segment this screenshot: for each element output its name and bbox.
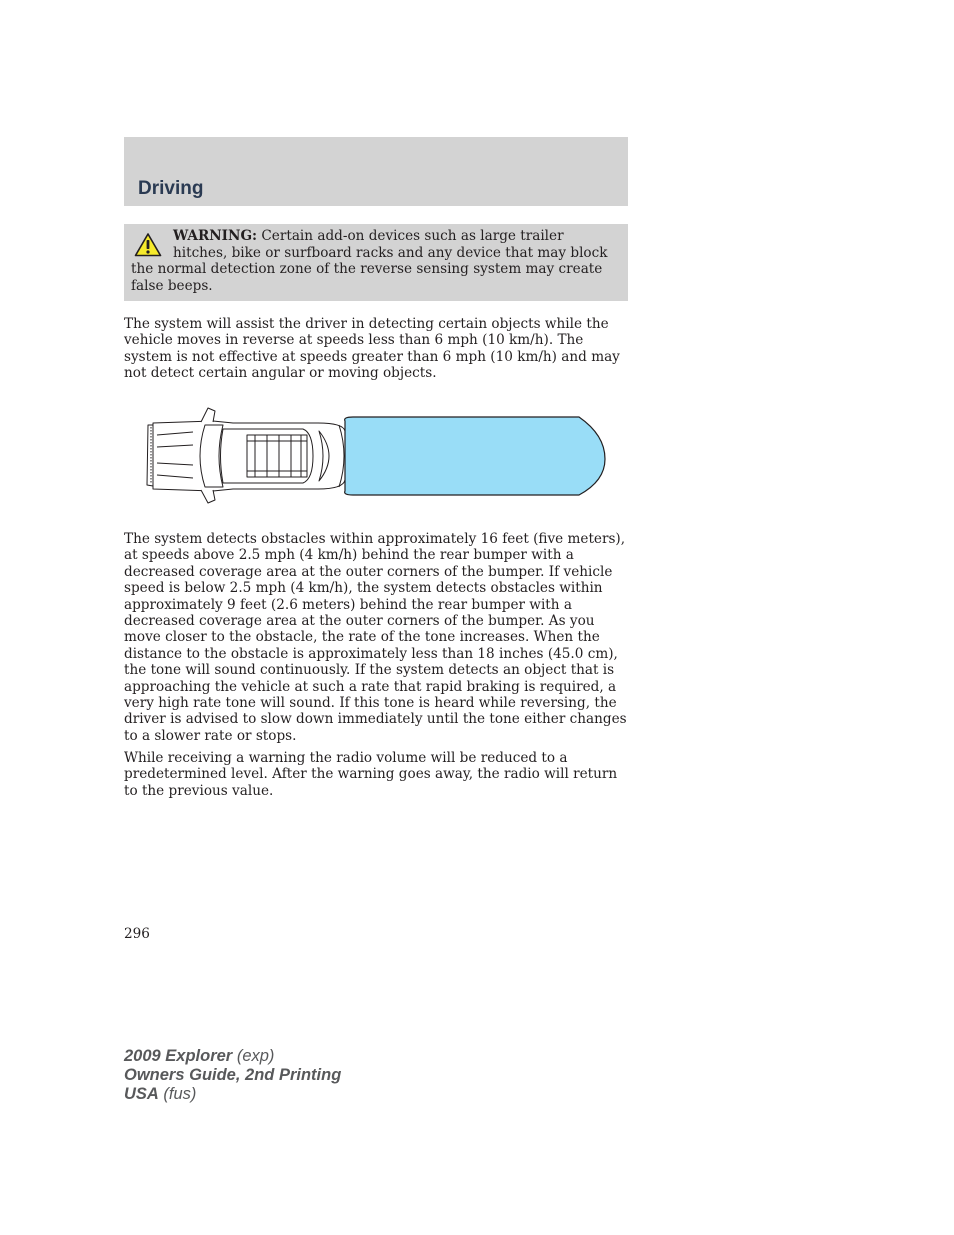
paragraph-system-assist: The system will assist the driver in detecting certain objects while the vehicle moves in reverse at speeds less than 6 mph (10 km/h). The system is not effective at speeds greater than 6 mph (10 km/h) and may not detect certain angular or moving objects. xyxy=(124,316,620,382)
warning-label: WARNING: xyxy=(173,228,258,244)
footer-line-region: USA (fus) xyxy=(124,1085,197,1103)
warning-box xyxy=(124,224,628,301)
paragraph-radio-volume: While receiving a warning the radio volume will be reduced to a predetermined level. After the warning goes away, the radio will return to the previous value. xyxy=(124,750,618,799)
warning-text xyxy=(131,228,621,294)
vehicle-top-view xyxy=(147,408,345,503)
warning-body: Certain add-on devices such as large trailer hitches, bike or surfboard racks and any device that may block the normal detection zone of the reverse sensing system may create false beeps. xyxy=(131,228,608,294)
warning-icon-spacer xyxy=(131,228,173,260)
section-title: Driving xyxy=(138,178,204,199)
footer-line-guide: Owners Guide, 2nd Printing xyxy=(124,1066,342,1084)
document-footer xyxy=(124,1047,341,1104)
section-header xyxy=(124,137,628,206)
reverse-sensing-diagram xyxy=(143,405,608,507)
page-number: 296 xyxy=(124,926,150,942)
detection-zone xyxy=(345,417,605,495)
footer-line-model: 2009 Explorer (exp) xyxy=(124,1047,275,1065)
paragraph-detection-range: The system detects obstacles within approximately 16 feet (five meters), at speeds above 2.5 mph (4 km/h) behind the rear bumper with a decreased coverage area at the outer corners of the bumper. If vehicle speed is below 2.5 mph (4 km/h), the system detects obstacles within approximately 9 feet (2.6 meters) behind the rear bumper with a decreased coverage area at the outer corners of the bumper. As you move closer to the obstacle, the rate of the tone increases. When the distance to the obstacle is approximately less than 18 inches (45.0 cm), the tone will sound continuously. If the system detects an object that is approaching the vehicle at such a rate that rapid braking is required, a very high rate tone will sound. If this tone is heard while reversing, the driver is advised to slow down immediately until the tone either changes to a slower rate or stops. xyxy=(124,531,627,744)
